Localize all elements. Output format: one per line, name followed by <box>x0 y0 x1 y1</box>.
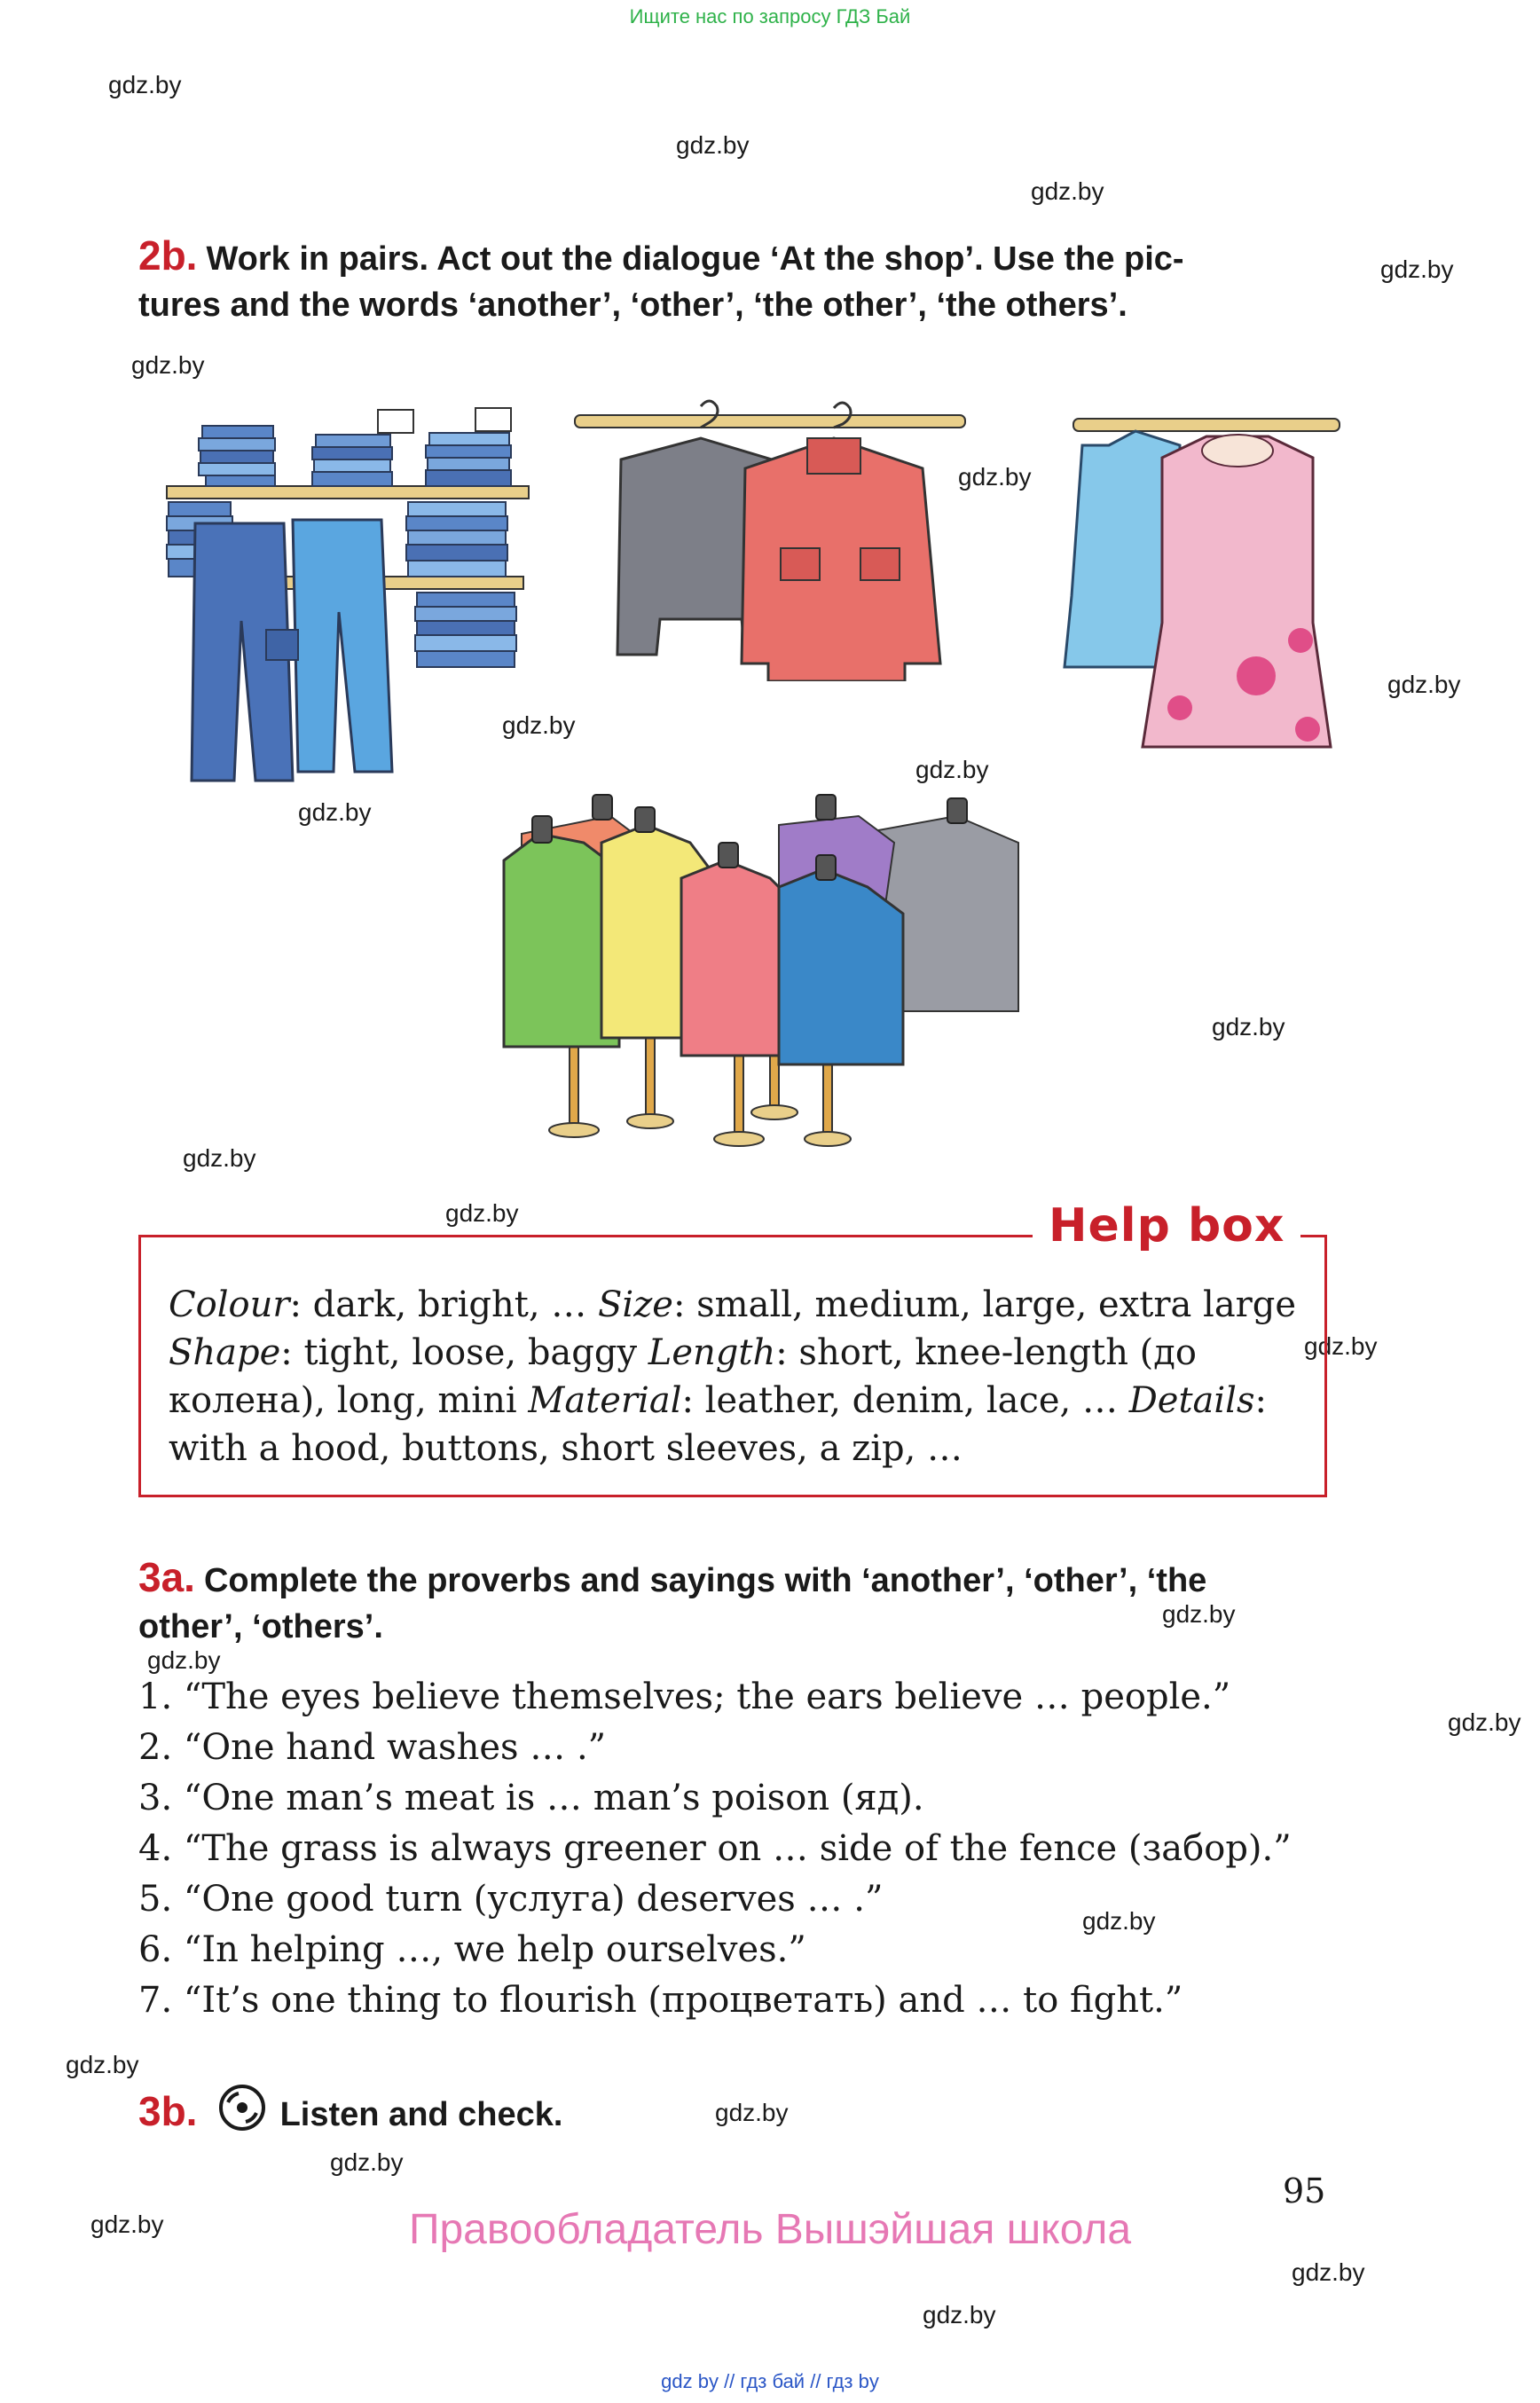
watermark: gdz.by <box>1162 1600 1236 1628</box>
proverb-item: 5. “One good turn (услуга) deserves … .” <box>138 1879 884 1920</box>
watermark: gdz.by <box>1304 1332 1378 1360</box>
proverb-item: 3. “One man’s meat is … man’s poison (яд). <box>138 1778 924 1818</box>
page-number: 95 <box>1283 2171 1326 2211</box>
task-number: 3a. <box>138 1554 195 1600</box>
help-values: : leather, denim, lace, … <box>681 1380 1129 1421</box>
help-values: : dark, bright, … <box>289 1284 598 1325</box>
help-label: Details <box>1128 1380 1255 1421</box>
task-2b-heading <box>138 232 1345 328</box>
watermark: gdz.by <box>915 756 989 783</box>
task-instruction-line: Work in pairs. Act out the dialogue ‘At the shop’. Use the pic- <box>206 240 1184 278</box>
task-instruction-line: other’, ‘others’. <box>138 1608 383 1645</box>
proverb-item: 2. “One hand washes … .” <box>138 1727 607 1768</box>
watermark: gdz.by <box>923 2301 996 2328</box>
task-instruction-line: Listen and check. <box>279 2096 563 2133</box>
rights-holder-note: Правообладатель Вышэйшая школа <box>408 2206 1132 2253</box>
watermark: gdz.by <box>958 463 1032 491</box>
help-label: Size <box>598 1284 673 1325</box>
watermark: gdz.by <box>1082 1907 1156 1935</box>
task-3b-heading <box>138 2085 848 2138</box>
watermark: gdz.by <box>183 1144 256 1172</box>
help-label: Material <box>528 1380 682 1421</box>
watermark: gdz.by <box>1387 671 1461 698</box>
help-box-title: Help box <box>1033 1199 1300 1253</box>
help-label: Shape <box>169 1332 281 1373</box>
dresses-rail-illustration <box>1047 401 1348 756</box>
task-instruction-line: Complete the proverbs and sayings with ‘another’, ‘other’, ‘the <box>203 1562 1207 1599</box>
watermark: gdz.by <box>131 351 205 379</box>
help-values: : short, knee-length (до колена), long, mini <box>169 1332 1197 1421</box>
watermark: gdz.by <box>108 71 182 98</box>
mannequins-hoodies-illustration <box>486 789 1054 1153</box>
help-values: : small, medium, large, extra large <box>672 1284 1297 1325</box>
task-3a-heading <box>138 1554 1345 1650</box>
watermark: gdz.by <box>1212 1013 1285 1041</box>
help-label: Colour <box>169 1284 290 1325</box>
proverb-item: 6. “In helping …, we help ourselves.” <box>138 1929 806 1970</box>
watermark: gdz.by <box>66 2051 139 2078</box>
watermark: gdz.by <box>1031 177 1104 205</box>
top-banner[interactable]: Ищите нас по запросу ГДЗ Бай <box>629 5 911 27</box>
watermark: gdz.by <box>1448 1708 1521 1736</box>
help-label: Length <box>648 1332 776 1373</box>
proverb-item: 1. “The eyes believe themselves; the ears believe … people.” <box>138 1677 1231 1717</box>
jeans-shelf-illustration <box>160 390 532 789</box>
task-number: 3b. <box>138 2088 198 2134</box>
help-values: : tight, loose, baggy <box>280 1332 648 1373</box>
task-number: 2b. <box>138 232 198 279</box>
proverb-item: 4. “The grass is always greener on … side of the fence (забор).” <box>138 1828 1292 1869</box>
watermark: gdz.by <box>676 131 750 159</box>
watermark: gdz.by <box>298 798 372 826</box>
watermark: gdz.by <box>90 2211 164 2238</box>
watermark: gdz.by <box>445 1199 519 1227</box>
jackets-rail-illustration <box>568 397 976 681</box>
watermark: gdz.by <box>1380 255 1454 283</box>
task-instruction-line: tures and the words ‘another’, ‘other’, ‘the other’, ‘the others’. <box>138 287 1128 324</box>
watermark: gdz.by <box>502 711 576 739</box>
watermark: gdz.by <box>1292 2258 1365 2286</box>
proverb-item: 7. “It’s one thing to flourish (процветать) and … to fight.” <box>138 1980 1183 2021</box>
help-box-body <box>169 1281 1304 1472</box>
audio-disc-icon <box>216 2085 271 2131</box>
watermark: gdz.by <box>330 2148 404 2176</box>
help-values: : with a hood, buttons, short sleeves, a zip, … <box>169 1380 1267 1469</box>
watermark: gdz.by <box>147 1646 221 1674</box>
watermark: gdz.by <box>715 2099 789 2126</box>
footer-links[interactable]: gdz by // гдз бай // гдз by <box>661 2370 879 2392</box>
